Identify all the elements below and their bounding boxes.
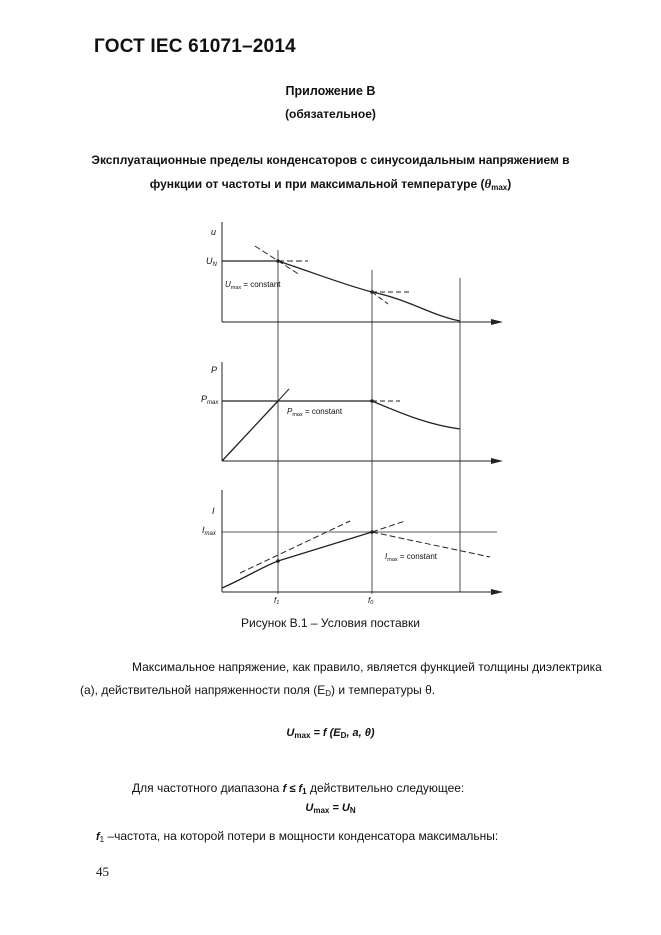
paragraph-3-text: –частота, на которой потери в мощности конденсатора максимальны: xyxy=(104,829,499,843)
formula1-lhs: U xyxy=(286,727,295,739)
p-level-label xyxy=(201,394,219,406)
u-curve-rest: = constant xyxy=(241,280,281,289)
p-curve xyxy=(372,401,460,429)
i-point-2 xyxy=(370,530,374,534)
formula1-lhs-sub: max xyxy=(294,731,311,740)
formula-umax-f xyxy=(0,727,661,740)
paragraph-2-suffix: действительно следующее: xyxy=(306,781,465,795)
paragraph-3-symbol-sub: 1 xyxy=(99,835,105,844)
i-curve xyxy=(222,532,372,588)
paragraph-2-cond: f ≤ f xyxy=(282,783,303,795)
x-tick-f0-sub: 0 xyxy=(370,600,374,606)
i-curve-rest: = constant xyxy=(397,552,437,561)
theta-subscript: max xyxy=(491,183,508,192)
annex-title: Приложение В xyxy=(285,84,376,98)
x-tick-f1 xyxy=(274,596,279,606)
p-level-sub: max xyxy=(207,400,219,406)
annex-heading-line1: Эксплуатационные пределы конденсаторов с синусоидальным напряжением в xyxy=(91,153,570,167)
u-curve xyxy=(278,261,460,321)
heading-text: функции от частоты и при максимальной температуре ( xyxy=(149,177,485,191)
p-curve-rest: = constant xyxy=(302,407,343,416)
u-curve-label xyxy=(225,280,281,291)
paragraph-1-sub: D xyxy=(325,689,332,698)
u-level-main: U xyxy=(206,256,213,266)
i-tangent-2 xyxy=(372,521,405,532)
u-axis-label: u xyxy=(211,227,217,237)
paragraph-1 xyxy=(80,656,620,705)
figure-caption: Рисунок В.1 – Условия поставки xyxy=(240,616,421,630)
i-axis-label: I xyxy=(212,506,215,516)
formula2-rhs: = U xyxy=(329,802,350,814)
p-curve-label xyxy=(287,407,343,418)
x-tick-f0 xyxy=(368,596,374,606)
u-level-sub: N xyxy=(212,262,217,268)
x-tick-f1-main: f xyxy=(274,596,277,605)
i-arrow xyxy=(491,589,503,595)
u-arrow xyxy=(491,319,503,325)
formula1-rhs-sub: D xyxy=(340,731,347,740)
paragraph-3-symbol: f xyxy=(96,831,100,843)
p-rising-ext xyxy=(278,389,289,401)
p-axis-label: P xyxy=(211,365,218,375)
i-level-sub: max xyxy=(204,531,216,537)
p-point xyxy=(370,399,374,403)
paragraph-2-prefix: Для частотного диапазона xyxy=(132,781,283,795)
page-number: 45 xyxy=(96,864,109,879)
p-level-main: P xyxy=(201,394,208,404)
p-curve-sub: max xyxy=(292,412,303,418)
i-curve-main: I xyxy=(385,552,388,561)
i-curve-label xyxy=(385,552,438,563)
i-level-label xyxy=(202,525,217,537)
i-level-main: I xyxy=(202,525,205,535)
u-point-2 xyxy=(370,290,374,294)
u-point xyxy=(276,259,280,263)
formula1-rhs-a: = f (E xyxy=(310,727,341,739)
theta-symbol: θ xyxy=(484,176,492,191)
i-tangent-1 xyxy=(240,521,350,573)
x-tick-f1-sub: 1 xyxy=(276,600,280,606)
u-curve-main: U xyxy=(225,280,231,289)
paragraph-2 xyxy=(132,777,612,803)
heading-close: ) xyxy=(507,177,512,191)
paragraph-2-cond-sub: 1 xyxy=(302,787,307,796)
standard-code: ГОСТ IEC 61071–2014 xyxy=(94,36,296,57)
formula2-lhs-sub: max xyxy=(313,806,330,815)
i-point xyxy=(276,559,280,563)
x-tick-f0-main: f xyxy=(368,596,371,605)
paragraph-1-end: ) и температуры θ. xyxy=(331,683,436,697)
u-curve-sub: max xyxy=(230,285,242,291)
i-curve-sub: max xyxy=(387,557,398,563)
formula2-lhs: U xyxy=(305,802,314,814)
paragraph-1-text: Максимальное напряжение, как правило, является функцией толщины диэлектрика (а), действительной напряженности поля (E xyxy=(80,660,602,697)
paragraph-3 xyxy=(96,825,616,851)
p-arrow xyxy=(491,458,503,464)
formula1-rhs-b: , a, θ) xyxy=(346,727,375,739)
p-rising-line xyxy=(222,401,278,461)
p-curve-main: P xyxy=(287,407,293,416)
annex-subtitle: (обязательное) xyxy=(285,107,376,121)
formula-umax-un xyxy=(0,802,661,815)
u-level-label xyxy=(206,256,218,268)
formula2-rhs-sub: N xyxy=(349,806,356,815)
